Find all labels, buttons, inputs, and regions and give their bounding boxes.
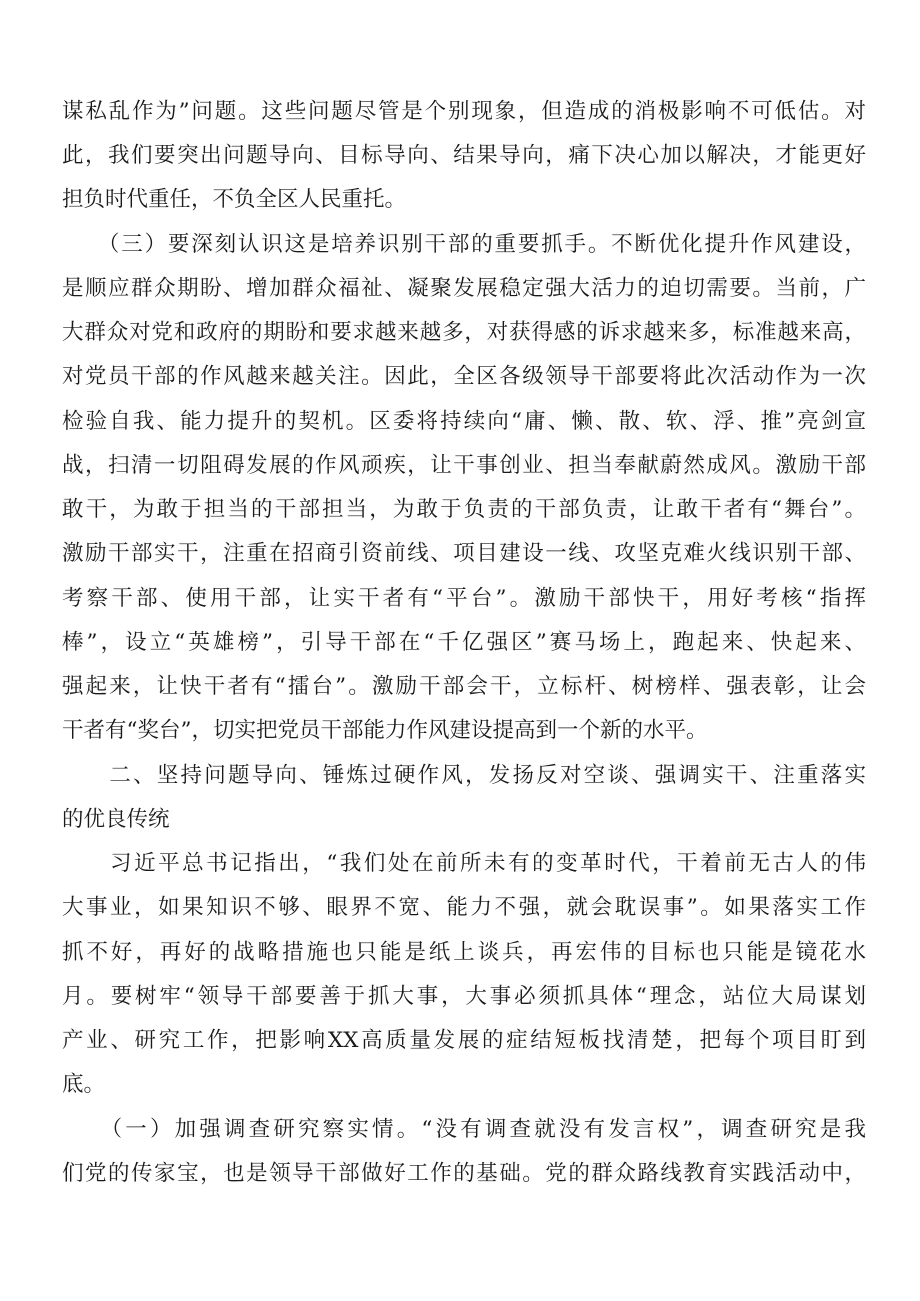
text-line: 对党员干部的作风越来越关注。因此，全区各级领导干部要将此次活动作为一次 [62,364,866,389]
text-line: 担负时代重任，不负全区人民重托。 [62,187,407,212]
section-heading-2-cont: 的优良传统 [62,807,170,832]
text-line: 棒”，设立“英雄榜”，引导干部在“千亿强区”赛马场上，跑起来、快起来、 [62,630,866,655]
text-line: 考察干部、使用干部，让实干者有“平台”。激励干部快干，用好考核“指挥 [62,586,866,611]
text-line: 谋私乱作为”问题。这些问题尽管是个别现象，但造成的消极影响不可低估。对 [62,99,866,124]
text-line: 是顺应群众期盼、增加群众福祉、凝聚发展稳定强大活力的迫切需要。当前，广 [62,276,866,301]
text-line: 抓不好，再好的战略措施也只能是纸上谈兵，再宏伟的目标也只能是镜花水 [62,940,866,965]
text-line: 习近平总书记指出，“我们处在前所未有的变革时代，干着前无古人的伟 [62,851,866,876]
text-line: 战，扫清一切阻碍发展的作风顽疾，让干事创业、担当奉献蔚然成风。激励干部 [62,453,866,478]
text-line: 们党的传家宝，也是领导干部做好工作的基础。党的群众路线教育实践活动中， [62,1161,866,1186]
section-heading-2: 二、坚持问题导向、锤炼过硬作风，发扬反对空谈、强调实干、注重落实 [62,763,866,788]
text-line: 大事业，如果知识不够、眼界不宽、能力不强，就会耽误事”。如果落实工作 [62,895,866,920]
text-line: 产业、研究工作，把影响XX高质量发展的症结短板找清楚，把每个项目盯到 [62,1028,866,1053]
text-line: 激励干部实干，注重在招商引资前线、项目建设一线、攻坚克难火线识别干部、 [62,541,866,566]
text-line: 敢干，为敢于担当的干部担当，为敢于负责的干部负责，让敢干者有“舞台”。 [62,497,866,522]
text-line: 底。 [62,1072,106,1097]
text-line: 月。要树牢“领导干部要善于抓大事，大事必须抓具体“理念，站位大局谋划 [62,984,866,1009]
section-heading-3: （三）要深刻认识这是培养识别干部的重要抓手。不断优化提升作风建设， [62,232,866,257]
text-line: 干者有“奖台”，切实把党员干部能力作风建设提高到一个新的水平。 [62,718,708,743]
text-line: 检验自我、能力提升的契机。区委将持续向“庸、懒、散、软、浮、推”亮剑宣 [62,409,866,434]
text-line: 强起来，让快干者有“擂台”。激励干部会干，立标杆、树榜样、强表彰，让会 [62,674,866,699]
text-line: 大群众对党和政府的期盼和要求越来越多，对获得感的诉求越来多，标准越来高， [62,320,866,345]
text-line: 此，我们要突出问题导向、目标导向、结果导向，痛下决心加以解决，才能更好 [62,143,866,168]
section-heading-3: （一）加强调查研究察实情。“没有调查就没有发言权”，调查研究是我 [62,1117,866,1142]
